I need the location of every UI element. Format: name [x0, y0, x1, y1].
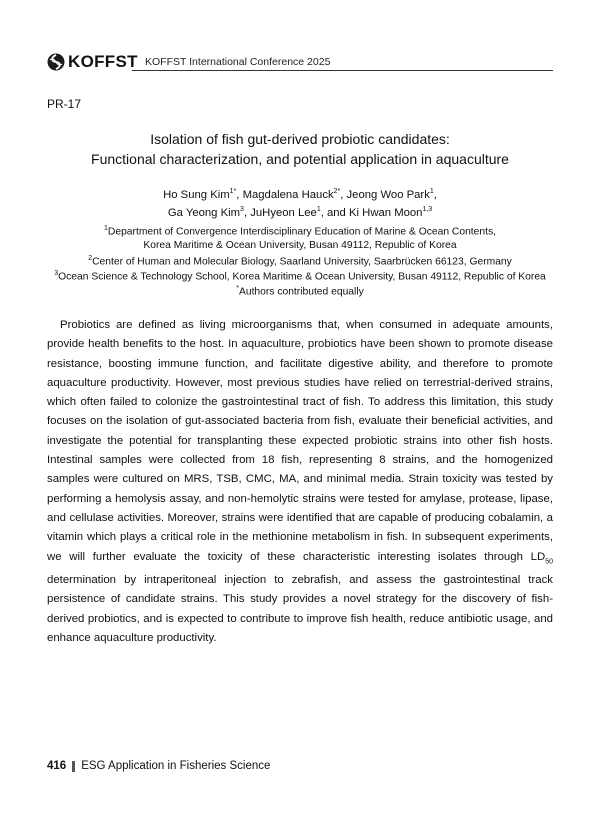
author-affiliation-mark: 1* [229, 188, 237, 195]
swirl-logo-icon [47, 53, 65, 71]
page-header [47, 50, 553, 72]
abstract-text-part-1: Probiotics are defined as living microorganisms that, when consumed in adequate amounts, provide health benefits to the host. In aquaculture, probiotics have been shown to promote disease resistance, boosting immune function, and facilitate digestive ability, and therefore to promote aquaculture productivity. However, most previous studies have relied on terrestrial-derived strains, which often failed to colonize the gastrointestinal tract of fish. To address this limitation, this study focuses on the isolation of gut-associated bacteria from fish, evaluate their beneficial activities, and investigate the potential for transplanting these expected probiotic strains into other fish hosts. Intestinal samples were collected from 18 fish, representing 8 strains, and the homogenized samples were cultured on MRS, TSB, CMC, MA, and minimal media. Strain toxicity was tested by performing a hemolysis assay, and non-hemolytic strains were tested for amylase, protease, lipase, and cellulase activities. Moreover, strains were identified that are capable of producing cobalamin, a vitamin which plays a critical role in the methionine metabolism in fish. In subsequent experiments, we will further evaluate the toxicity of these characteristic interesting isolates through LD [47, 319, 553, 563]
author-name: Jeong Woo Park [346, 188, 430, 201]
koffst-logo [47, 52, 138, 72]
conference-name: KOFFST International Conference 2025 [145, 56, 331, 68]
affiliation-3 [40, 270, 560, 282]
author-affiliation-mark: 1 [429, 188, 434, 195]
footer-separator-bar [72, 761, 75, 772]
affiliation-1-line-1 [40, 225, 560, 237]
author-name: Ki Hwan Moon [348, 206, 423, 219]
affiliation-text: Ocean Science & Technology School, Korea Maritime & Ocean University, Busan 49112, Republic of Korea [58, 271, 546, 283]
abstract-body [47, 316, 553, 648]
author-affiliation-mark: 2* [333, 188, 341, 195]
page-number: 416 [47, 760, 67, 772]
author-separator: , [243, 206, 251, 219]
title-line-1: Isolation of fish gut-derived probiotic candidates: [150, 131, 450, 147]
author-name: Magdalena Hauck [242, 188, 334, 201]
equal-contribution-note [40, 285, 560, 297]
affiliation-text: Department of Convergence Interdisciplinary Education of Marine & Ocean Contents, [107, 226, 496, 238]
affiliation-mark: 3 [54, 270, 59, 277]
title-line-2: Functional characterization, and potential application in aquaculture [91, 151, 509, 167]
affiliation-2 [40, 255, 560, 267]
author-affiliation-mark: 1,3 [422, 206, 433, 213]
author-separator: , [340, 188, 347, 201]
footer-section: ESG Application in Fisheries Science [81, 760, 271, 772]
author-separator: , [236, 188, 243, 201]
paper-title [47, 129, 553, 169]
affiliation-mark: 2 [88, 255, 93, 262]
author-name: Ho Sung Kim [163, 188, 230, 201]
paper-code: PR-17 [47, 97, 82, 111]
header-divider [132, 70, 553, 71]
affiliation-1-line-2: Korea Maritime & Ocean University, Busan 49112, Republic of Korea [143, 240, 457, 251]
note-text: Authors contributed equally [238, 286, 364, 298]
page-footer [47, 760, 270, 772]
author-line-2 [47, 206, 553, 219]
author-affiliation-mark: 1 [316, 206, 321, 213]
author-affiliation-mark: 3 [240, 206, 244, 213]
note-mark: * [236, 285, 239, 292]
author-name: JuHyeon Lee [250, 206, 317, 219]
logo-text: KOFFST [68, 52, 138, 71]
ld50-subscript: 50 [545, 557, 553, 565]
author-line-1 [47, 188, 553, 201]
affiliation-mark: 1 [104, 225, 108, 232]
author-separator: , and [320, 206, 349, 219]
affiliation-text: Center of Human and Molecular Biology, Saarland University, Saarbrücken 66123, Germany [92, 256, 512, 268]
abstract-text-part-2: determination by intraperitoneal injection to zebrafish, and assess the gastrointestinal track persistence of candidate strains. This study provides a novel strategy for the discovery of fish-derived probiotics, and is expected to contribute to improve fish health, reduce antibiotic usage, and enhance aquaculture productivity. [47, 574, 553, 645]
author-separator: , [433, 188, 437, 201]
author-name: Ga Yeong Kim [167, 206, 241, 219]
